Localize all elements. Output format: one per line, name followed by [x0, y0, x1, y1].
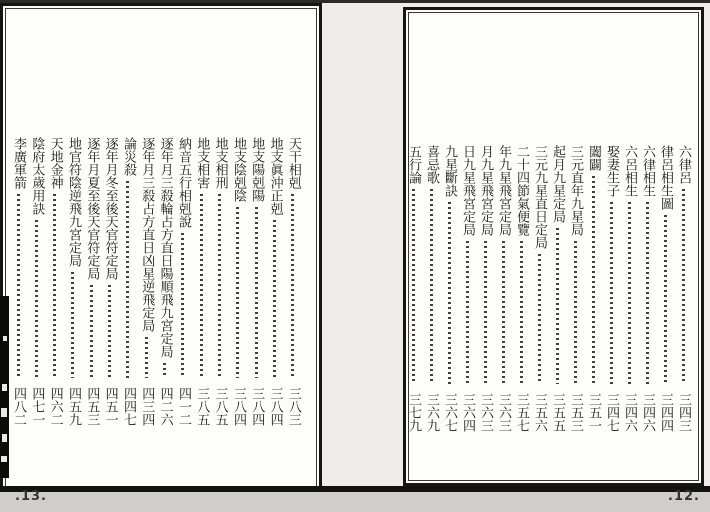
entry-page-number: 四四七: [120, 387, 136, 426]
dot-leader: [273, 220, 276, 378]
toc-entry: [119, 137, 137, 433]
toc-entry: [46, 137, 64, 433]
entry-title: 逐年月三殺占方直日凶星逆飛定局: [139, 137, 155, 332]
entry-page-number: 三七九: [406, 393, 421, 432]
toc-entry: [620, 145, 638, 439]
toc-entry: [192, 137, 210, 433]
entry-title: 三元直年九星局: [568, 145, 583, 236]
dot-leader: [108, 285, 111, 378]
entry-page-number: 三四六: [640, 393, 655, 432]
entry-title: 天地金神: [47, 137, 63, 189]
dot-leader: [53, 194, 56, 378]
toc-left: [9, 137, 302, 433]
entry-page-number: 三四七: [604, 393, 619, 432]
toc-entry: [174, 137, 192, 433]
entry-title: 陰府太歲用訣: [29, 137, 45, 215]
entry-title: 二十四節氣便覽: [514, 145, 529, 236]
dot-leader: [181, 233, 184, 378]
entry-page-number: 三八三: [285, 387, 301, 426]
toc-entry: [638, 145, 656, 439]
toc-entry: [247, 137, 265, 433]
entry-title: 日九星飛宮定局: [460, 145, 475, 236]
entry-page-number: 四五三: [84, 387, 100, 426]
dot-leader: [682, 189, 685, 384]
toc-entry: [211, 137, 229, 433]
gutter-fragment: [2, 384, 7, 391]
entry-page-number: 四六二: [47, 387, 63, 426]
toc-entry: [82, 137, 100, 433]
entry-title: 娶妻生子: [604, 145, 619, 197]
entry-title: 五行論: [406, 145, 421, 184]
dot-leader: [484, 241, 487, 384]
entry-title: 逐年月冬至後天官符定局: [102, 137, 118, 280]
page-12: [403, 7, 704, 486]
dot-leader: [646, 202, 649, 384]
entry-page-number: 三五七: [514, 393, 529, 432]
dot-leader: [236, 207, 239, 378]
entry-page-number: 四三四: [139, 387, 155, 426]
toc-right: [406, 145, 692, 439]
entry-title: 地支眞沖正剋: [267, 137, 283, 215]
entry-title: 起月九星定局: [550, 145, 565, 223]
entry-page-number: 三六九: [424, 393, 439, 432]
entry-title: 逐年月三殺輪占方直日陽順飛九宮定局: [157, 137, 173, 358]
entry-title: 逐年月夏至後天官符定局: [84, 137, 100, 280]
entry-title: 論災殺: [120, 137, 136, 176]
entry-page-number: 三五五: [550, 393, 565, 432]
toc-entry: [602, 145, 620, 439]
entry-title: 地支相害: [194, 137, 210, 189]
entry-title: 天干相剋: [285, 137, 301, 189]
entry-page-number: 三八五: [194, 387, 210, 426]
entry-page-number: 三四四: [658, 393, 673, 432]
entry-page-number: 四七一: [29, 387, 45, 426]
dot-leader: [200, 194, 203, 378]
dot-leader: [126, 181, 129, 378]
entry-title: 地支陰剋陰: [230, 137, 246, 202]
entry-title: 闔闢: [586, 145, 601, 171]
toc-entry: [156, 137, 174, 433]
entry-page-number: 三五一: [586, 393, 601, 432]
entry-title: 李廣軍箭: [11, 137, 26, 189]
dot-leader: [628, 202, 631, 384]
entry-page-number: 四二六: [157, 387, 173, 426]
dot-leader: [592, 176, 595, 384]
entry-page-number: 三八四: [249, 387, 265, 426]
scan-edge-line-bottom: [0, 486, 710, 492]
toc-entry: [548, 145, 566, 439]
entry-page-number: 三八五: [212, 387, 228, 426]
entry-title: 六律相生: [640, 145, 655, 197]
dot-leader: [520, 241, 523, 384]
dot-leader: [556, 228, 559, 384]
dot-leader: [412, 189, 415, 384]
toc-entry: [458, 145, 476, 439]
toc-entry: [440, 145, 458, 439]
dot-leader: [35, 220, 38, 378]
dot-leader: [502, 241, 505, 384]
entry-title: 地官符陰逆飛九宮定局: [65, 137, 81, 267]
gutter-fragment: [1, 408, 7, 417]
toc-entry: [229, 137, 247, 433]
dot-leader: [145, 337, 148, 378]
folio-number-right: .12.: [668, 489, 700, 504]
dot-leader: [163, 363, 166, 378]
entry-page-number: 三八四: [230, 387, 246, 426]
gutter-fragment: [3, 336, 7, 341]
toc-entry: [64, 137, 82, 433]
gutter-ink-artifact: [0, 296, 9, 478]
gutter-fragment: [2, 434, 7, 442]
toc-entry: [656, 145, 674, 439]
entry-title: 地支相刑: [212, 137, 228, 189]
entry-page-number: 三六三: [496, 393, 511, 432]
entry-page-number: 三五三: [568, 393, 583, 432]
toc-entry: [9, 137, 27, 433]
dot-leader: [430, 189, 433, 384]
dot-leader: [538, 254, 541, 384]
folio-number-left: .13.: [15, 489, 47, 504]
dot-leader: [574, 241, 577, 384]
toc-entry: [422, 145, 440, 439]
toc-entry: [674, 145, 692, 439]
toc-entry: [494, 145, 512, 439]
entry-page-number: 四八二: [11, 387, 26, 426]
entry-page-number: 三五六: [532, 393, 547, 432]
dot-leader: [610, 202, 613, 384]
entry-title: 六呂相生: [622, 145, 637, 197]
dot-leader: [218, 194, 221, 378]
entry-title: 納音五行相剋說: [175, 137, 191, 228]
toc-entry: [266, 137, 284, 433]
dot-leader: [90, 285, 93, 378]
entry-page-number: 三六三: [478, 393, 493, 432]
entry-title: 年九星飛宮定局: [496, 145, 511, 236]
toc-entry: [584, 145, 602, 439]
toc-entry: [512, 145, 530, 439]
page-13: [0, 3, 322, 492]
entry-page-number: 三六四: [460, 393, 475, 432]
toc-entry: [27, 137, 45, 433]
entry-page-number: 三八四: [267, 387, 283, 426]
entry-title: 地支陽剋陽: [249, 137, 265, 202]
dot-leader: [17, 194, 20, 378]
toc-entry: [101, 137, 119, 433]
entry-page-number: 三四六: [622, 393, 637, 432]
toc-entry: [530, 145, 548, 439]
entry-title: 三元九星直日定局: [532, 145, 547, 249]
entry-title: 九星斷訣: [442, 145, 457, 197]
entry-page-number: 四五九: [65, 387, 81, 426]
toc-entry: [137, 137, 155, 433]
entry-page-number: 三六七: [442, 393, 457, 432]
toc-entry: [284, 137, 302, 433]
dot-leader: [291, 194, 294, 378]
dot-leader: [664, 215, 667, 384]
entry-page-number: 三四三: [676, 393, 691, 432]
toc-entry: [476, 145, 494, 439]
dot-leader: [255, 207, 258, 378]
dot-leader: [466, 241, 469, 384]
entry-title: 律呂相生圖: [658, 145, 673, 210]
toc-entry: [566, 145, 584, 439]
entry-page-number: 四一二: [175, 387, 191, 426]
dot-leader: [448, 202, 451, 384]
gutter-fragment: [1, 456, 7, 462]
entry-page-number: 四五一: [102, 387, 118, 426]
entry-title: 喜忌歌: [424, 145, 439, 184]
entry-title: 月九星飛宮定局: [478, 145, 493, 236]
dot-leader: [71, 272, 74, 378]
toc-entry: [404, 145, 422, 439]
entry-title: 六律呂: [676, 145, 691, 184]
